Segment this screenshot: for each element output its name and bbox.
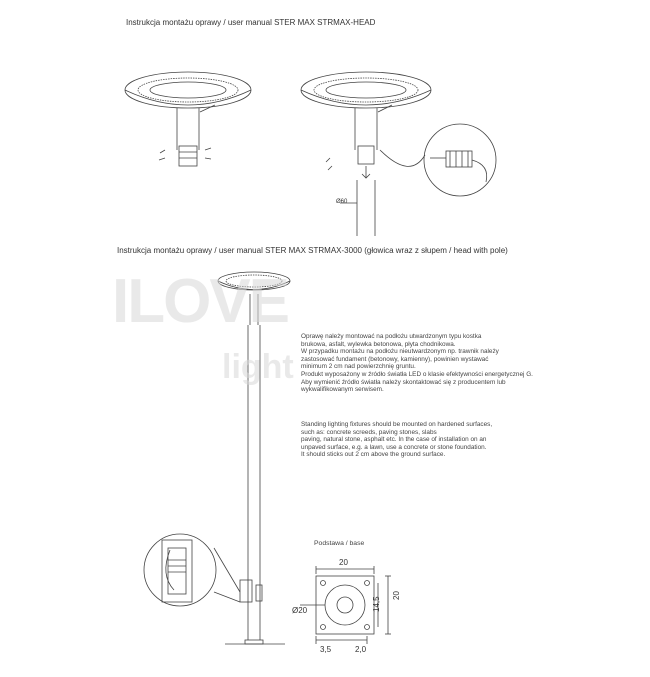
- polish-line: W przypadku montażu na podłożu nieutwardzonym np. trawnik należy: [301, 348, 499, 356]
- polish-line: Produkt wyposażony w źródło światła LED o klasie efektywności energetycznej G.: [301, 370, 533, 378]
- english-line: paving, natural stone, asphalt etc. In the case of installation on an: [301, 436, 487, 444]
- pole-diameter-label: Ø60: [336, 199, 348, 205]
- english-line: unpaved surface, e.g. a lawn, use a concrete or stone foundation.: [301, 443, 487, 451]
- polish-line: Aby wymienić źródło światła należy skontaktować się z producentem lub: [301, 378, 506, 386]
- base-dim-right-outer: 20: [392, 591, 401, 600]
- base-dim-top: 20: [339, 558, 348, 567]
- lamp-head-left-drawing: [125, 72, 251, 166]
- english-line: such as: concrete screeds, paving stones, slabs: [301, 428, 437, 436]
- polish-line: wykwalifikowanym serwisem.: [301, 386, 384, 394]
- english-line: It should sticks out 2 cm above the ground surface.: [301, 451, 446, 459]
- polish-line: brukowa, asfalt, wylewka betonowa, płyta chodnikowa.: [301, 340, 456, 348]
- pole-manual-heading: Instrukcja montażu oprawy / user manual STER MAX STRMAX-3000 (głowica wraz z słupem / head with pole): [117, 246, 508, 255]
- polish-line: Oprawę należy montować na podłożu utwardzonym typu kostka: [301, 333, 482, 340]
- base-dim-hole: Ø20: [292, 606, 308, 615]
- polish-line: zastosować fundament (betonowy, kamienny), powinien wystawać: [301, 355, 489, 363]
- pole-drawing: [214, 272, 290, 644]
- base-dim-right-inner: 14,5: [372, 596, 381, 612]
- base-dim-bottom-left: 3,5: [320, 645, 332, 654]
- watermark-logo: ILOVE: [112, 267, 289, 336]
- lamp-head-right-drawing: [301, 72, 496, 236]
- english-instructions: [301, 421, 601, 459]
- polish-line: minimum 2 cm nad powierzchnię gruntu.: [301, 363, 416, 371]
- head-manual-heading: Instrukcja montażu oprawy / user manual STER MAX STRMAX-HEAD: [126, 18, 376, 27]
- junction-box-detail: [144, 534, 216, 606]
- polish-instructions: [301, 333, 591, 394]
- base-label: Podstawa / base: [314, 540, 365, 547]
- watermark-logo-sub: light: [222, 348, 294, 386]
- base-dim-bottom-right: 2,0: [355, 645, 367, 654]
- english-line: Standing lighting fixtures should be mounted on hardened surfaces,: [301, 421, 493, 428]
